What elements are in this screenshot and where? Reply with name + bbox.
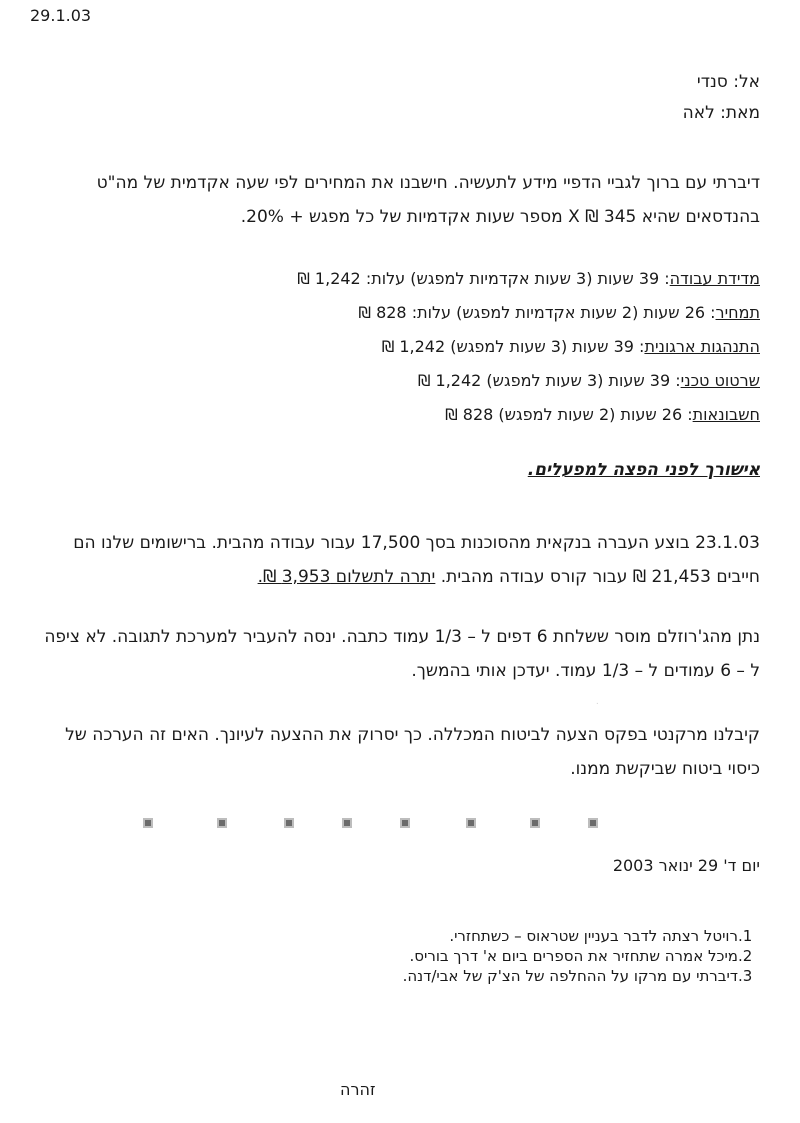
list-item bbox=[282, 966, 762, 986]
notes-list bbox=[282, 926, 762, 986]
note-date: יום ד' 29 ינואר 2003 bbox=[612, 856, 760, 875]
cost-item-title: מדידת עבודה bbox=[669, 269, 760, 288]
course-cost-list bbox=[297, 262, 760, 432]
separator-dot bbox=[400, 818, 410, 828]
approval-heading: אישורך לפני הפצה למפעלים. bbox=[527, 460, 760, 480]
paragraph-insurance: קיבלנו מרקנטי בפקס הצעה לביטוח המכללה. כך יסרוק את ההצעה לעיונך. האים זה הערכה של כיסוי ביטוח שביקשת ממנו. bbox=[65, 725, 760, 779]
to-line: אל: סנדי bbox=[696, 72, 760, 92]
list-item-number: 2. bbox=[738, 947, 753, 965]
cost-item-title: תמחיר bbox=[715, 303, 760, 322]
separator-dot bbox=[284, 818, 294, 828]
list-item-text: מיכל אמרה שתחזיר את הספרים ביום א' דרך בוריס. bbox=[409, 947, 738, 965]
list-item bbox=[282, 946, 762, 966]
cost-item bbox=[297, 364, 760, 398]
list-item-text: רויטל רצתה לדבר בעניין שטראוס – כשתחזרי. bbox=[449, 927, 738, 945]
separator-dot bbox=[588, 818, 598, 828]
cost-item-details: : 39 שעות (3 שעות למפגש) 1,242 ₪ bbox=[417, 371, 681, 390]
paragraph-article: נתן מהג'רוזלם מוסר ששלחת 6 דפים ל – 1/3 עמוד כתבה. ינסה להעביר למערכת לתגובה. לא ציפה ל – 6 עמודים ל – 1/3 עמוד. יעדכן אותי בהמשך. bbox=[44, 627, 760, 681]
cost-item bbox=[297, 296, 760, 330]
separator-dot bbox=[217, 818, 227, 828]
balance-due: יתרה לתשלום 3,953 ₪. bbox=[257, 567, 436, 587]
paragraph-transfer bbox=[30, 526, 760, 594]
cost-item-details: : 26 שעות (2 שעות אקדמיות למפגש) עלות: 828 ₪ bbox=[358, 303, 716, 322]
separator-dots bbox=[0, 818, 800, 834]
list-item bbox=[282, 926, 762, 946]
list-item-text: דיברתי עם מרקו על ההחלפה של הצ'ק של אבי/דנה. bbox=[402, 967, 738, 985]
cost-item-details: : 26 שעות (2 שעות למפגש) 828 ₪ bbox=[445, 405, 693, 424]
cost-item-title: התנהגות ארגונית bbox=[644, 337, 760, 356]
paragraph-transfer-text: 23.1.03 בוצע העברה בנקאית מהסוכנות בסך 17,500 עבור עבודה מהבית. ברישומים שלנו הם חייבים 21,453 ₪ עבור קורס עבודה מהבית. bbox=[73, 533, 760, 587]
signature: זהרה bbox=[340, 1080, 376, 1099]
paragraph-pricing: דיברתי עם ברוך לגביי הדפיי מידע לתעשיה. חישבנו את המחירים לפי שעה אקדמית של מה"ט בהנדסאים שהיא 345 ₪ X מספר שעות אקדמיות של כל מפגש + 20%. bbox=[96, 173, 760, 227]
separator-dot bbox=[466, 818, 476, 828]
cost-item-title: שרטוט טכני bbox=[680, 371, 760, 390]
cost-item-details: : 39 שעות (3 שעות אקדמיות למפגש) עלות: 1,242 ₪ bbox=[297, 269, 670, 288]
list-item-number: 3. bbox=[738, 967, 753, 985]
memo-date: 29.1.03 bbox=[30, 6, 92, 25]
separator-dot bbox=[530, 818, 540, 828]
separator-dot bbox=[342, 818, 352, 828]
from-line: מאת: לאה bbox=[682, 103, 760, 123]
cost-item bbox=[297, 398, 760, 432]
list-item-number: 1. bbox=[738, 927, 753, 945]
cost-item-title: חשבונאות bbox=[692, 405, 760, 424]
cost-item bbox=[297, 330, 760, 364]
cost-item-details: : 39 שעות (3 שעות למפגש) 1,242 ₪ bbox=[381, 337, 645, 356]
cost-item bbox=[297, 262, 760, 296]
separator-dot bbox=[143, 818, 153, 828]
